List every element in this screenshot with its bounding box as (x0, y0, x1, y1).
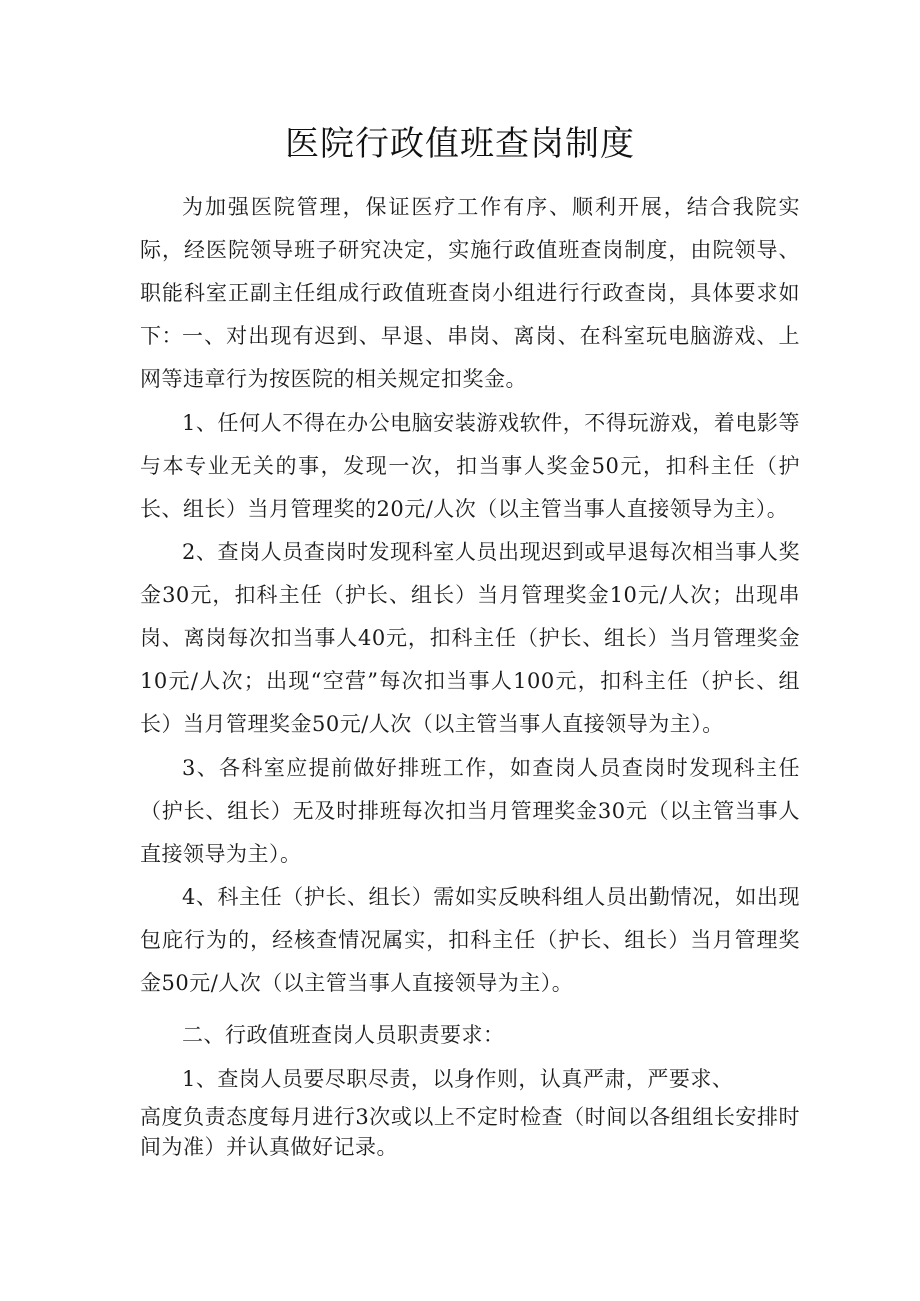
intro-paragraph: 为加强医院管理，保证医疗工作有序、顺利开展，结合我院实际，经医院领导班子研究决定，实施行政值班查岗制度，由院领导、职能科室正副主任组成行政值班查岗小组进行行政查岗，具体要求如下： (140, 195, 800, 348)
section-one-item-3: 3、各科室应提前做好排班工作，如查岗人员查岗时发现科主任（护长、组长）无及时排班每次扣当月管理奖金30元（以主管当事人直接领导为主）。 (140, 756, 800, 866)
document-title: 医院行政值班查岗制度 (285, 124, 635, 164)
section-one-heading: 一、对出现有迟到、早退、串岗、离岗、在科室玩电脑游戏、上网等违章行为按医院的相关规定扣奖金。 (140, 324, 800, 391)
section-one-item-1: 1、任何人不得在办公电脑安装游戏软件，不得玩游戏，着电影等与本专业无关的事，发现一次，扣当事人奖金50元，扣科主任（护长、组长）当月管理奖的20元/人次（以主管当事人直接领导为主）。 (140, 411, 800, 521)
section-one-item-2: 2、查岗人员查岗时发现科室人员出现迟到或早退每次相当事人奖金30元，扣科主任（护长、组长）当月管理奖金10元/人次；出现串岗、离岗每次扣当事人40元，扣科主任（护长、组长）当月管理奖金10元/人次；出现“空营”每次扣当事人100元，扣科主任（护长、组长）当月管理奖金50元/人次（以主管当事人直接领导为主）。 (140, 540, 800, 736)
section-two-item-1-rest: 高度负责态度每月进行3次或以上不定时检查（时间以各组组长安排时间为准）并认真做好记录。 (140, 1105, 800, 1159)
section-two-item-1-line1: 1、查岗人员要尽职尽责，以身作则，认真严肃，严要求、 (182, 1067, 734, 1091)
section-two-heading: 二、行政值班查岗人员职责要求： (182, 1023, 505, 1047)
section-one-item-4: 4、科主任（护长、组长）需如实反映科组人员出勤情况，如出现包庇行为的，经核查情况属实，扣科主任（护长、组长）当月管理奖金50元/人次（以主管当事人直接领导为主）。 (140, 885, 800, 995)
